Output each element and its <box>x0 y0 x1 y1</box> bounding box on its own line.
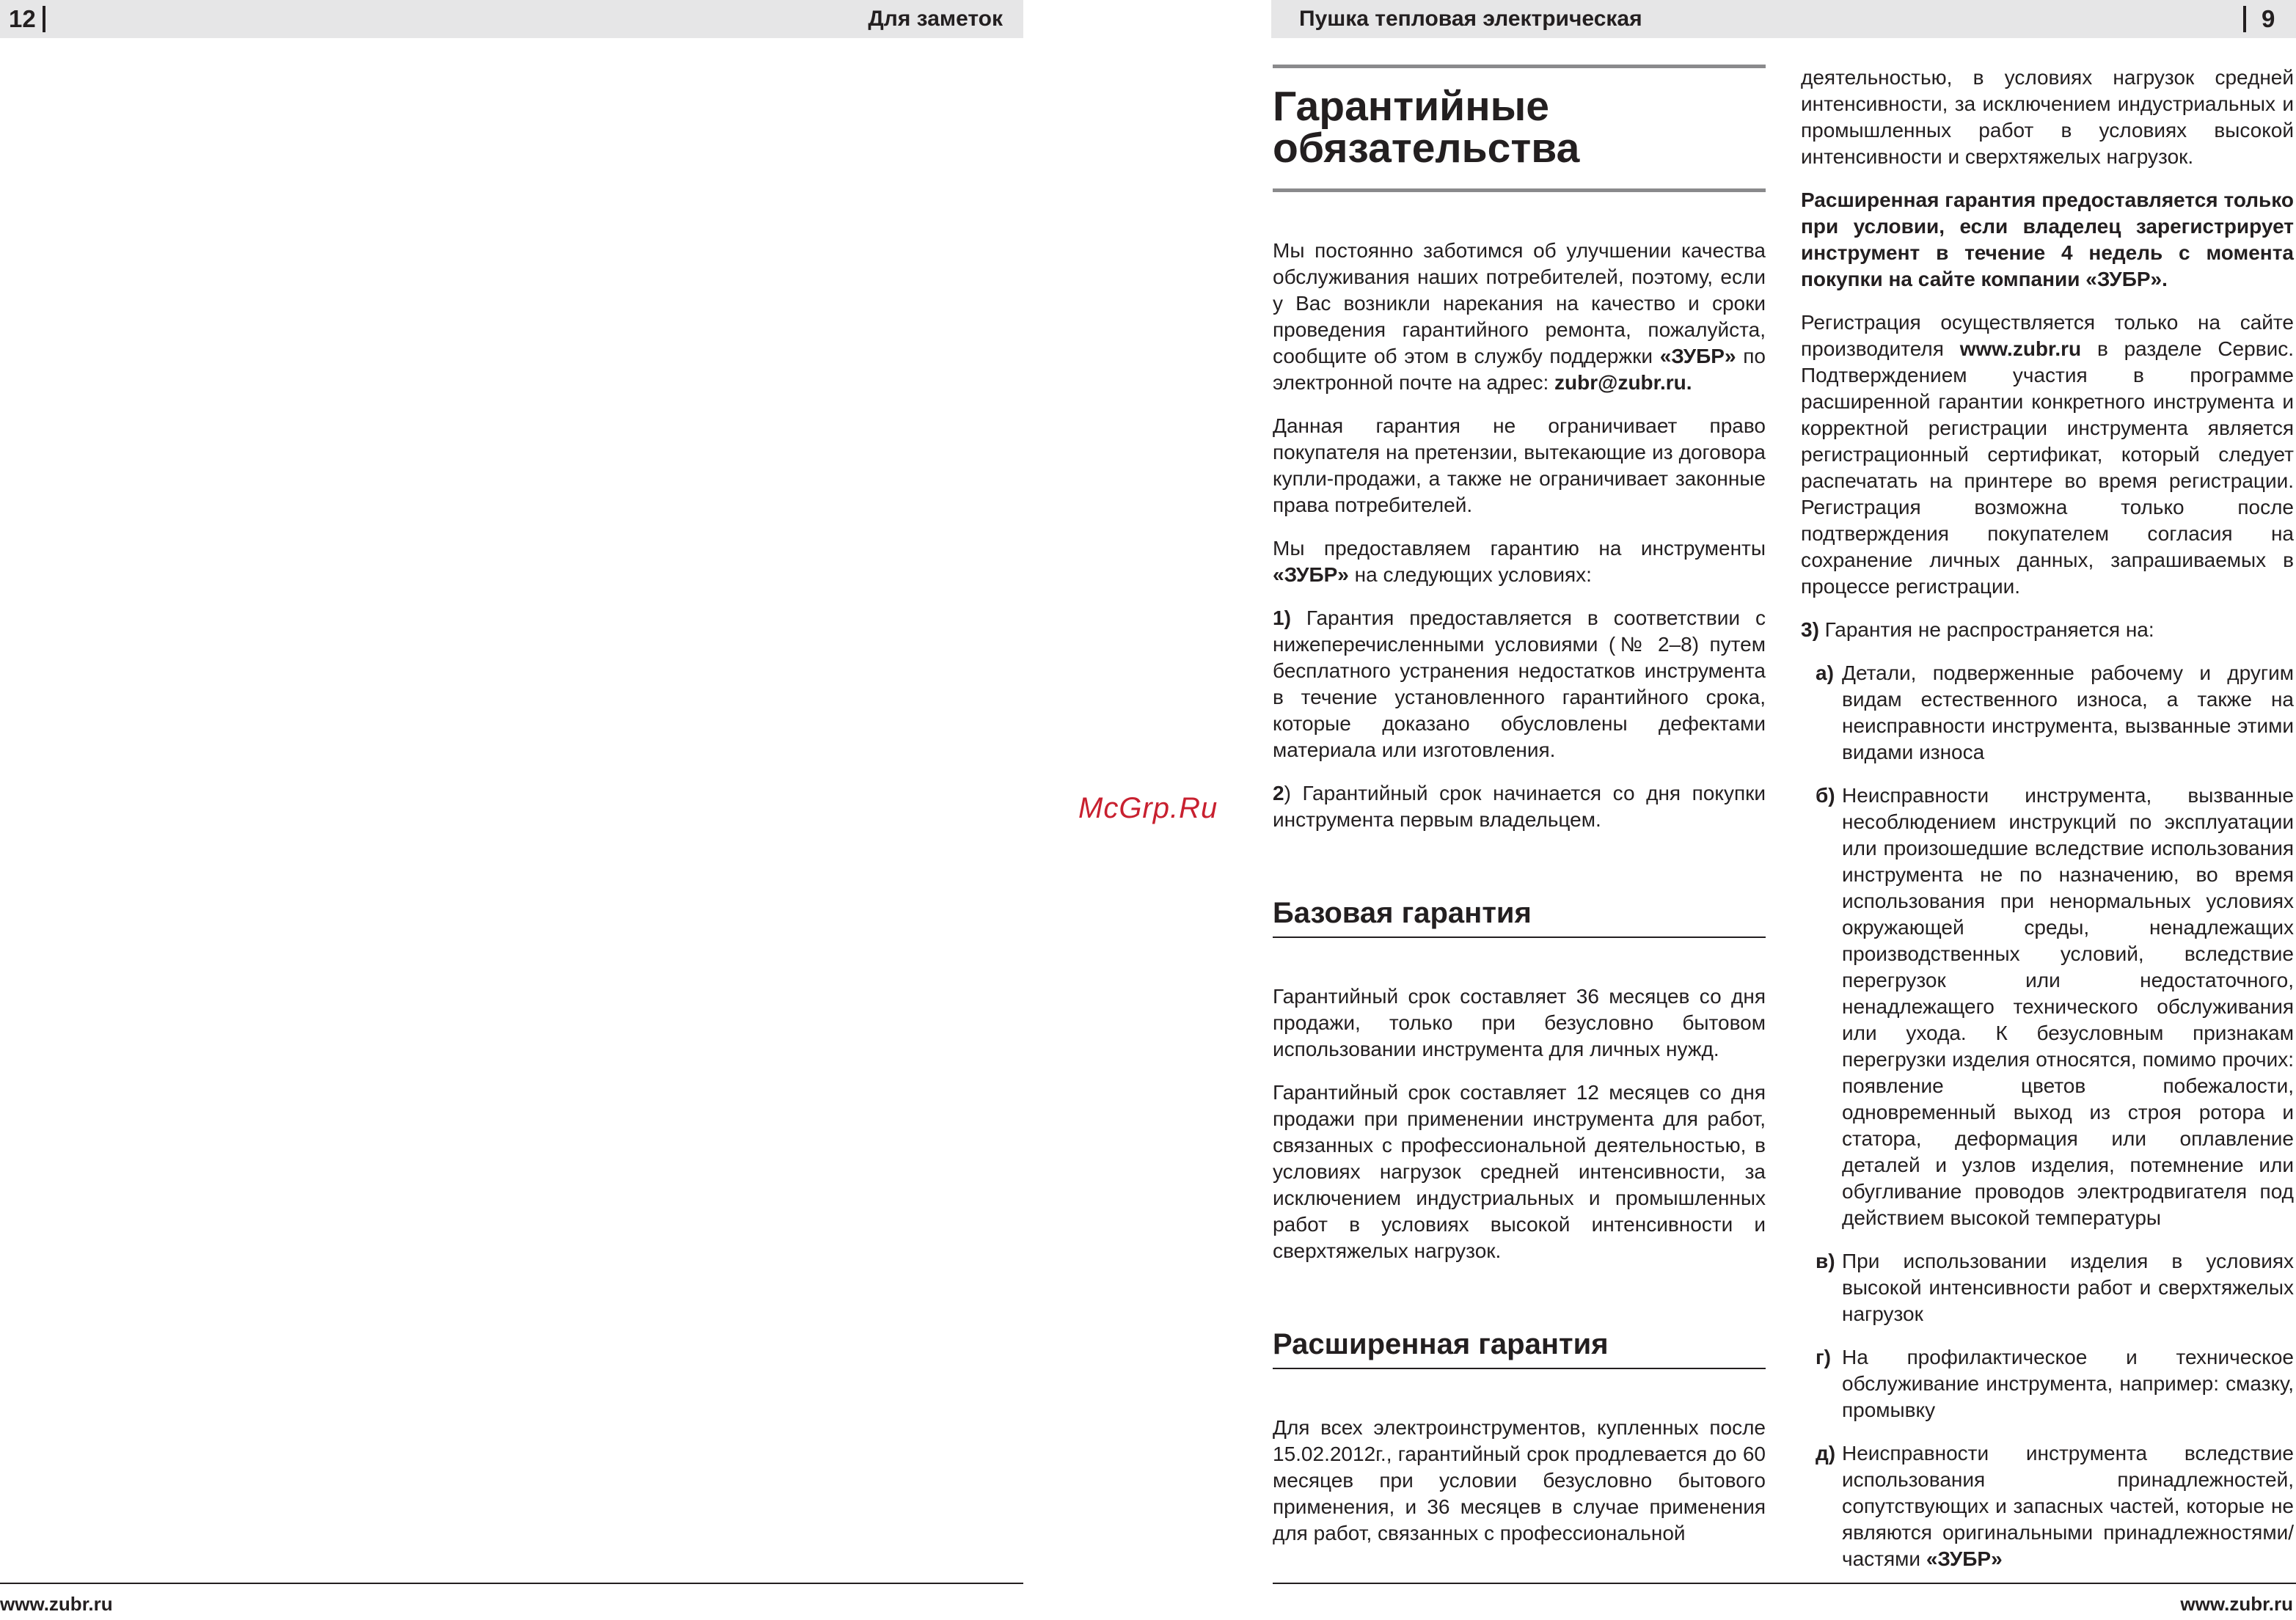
basic-paragraph-2: Гарантийный срок составляет 12 месяцев со дня продажи при применении инструмента для работ, связанных с профессиональной деятельностью, в условиях нагрузок средней интенсивности, за исключением индустриальных и промышленных работ в условиях высокой интенсивности и сверхтяжелых нагрузок. <box>1273 1081 1766 1262</box>
right-page-number: 9 <box>2262 5 2275 32</box>
left-header-title: Для заметок <box>868 7 1003 31</box>
header-divider <box>43 6 45 32</box>
header-divider <box>2243 6 2246 32</box>
right-footer-url: www.zubr.ru <box>2180 1593 2293 1615</box>
title-rule-top <box>1273 65 1766 68</box>
intro-paragraph-3: Мы предоставляем гарантию на инструменты «ЗУБР» на следующих условиях: <box>1273 537 1766 586</box>
condition-1: 1) Гарантия предоставляется в соответствии с нижеперечисленными условиями (№ 2–8) путем бесплатного устранения недостатков инструмента в течение установленного гарантийного срока, которые доказано обусловлены дефектами материала или изготовления. <box>1273 606 1766 761</box>
left-page-header <box>0 0 1023 38</box>
registration-paragraph: Регистрация осуществляется только на сайте производителя www.zubr.ru в разделе Сервис. Подтверждением участия в программе расширенной гарантии конкретного инструмента и корректной регистрации инструмента является регистрационный сертификат, который следует распечатать на принтере во время регистрации. Регистрация возможна только после подтверждения покупателем согласия на сохранение личных данных, запрашиваемых в процессе регистрации. <box>1801 311 2294 598</box>
exclusion-item: б) Неисправности инструмента, вызванные несоблюдением инструкций по эксплуатации или произошедшие вследствие использования инструмента не по назначению, во время использования при ненормальных условиях окружающей среды, ненадлежащих производственных условий, вследствие перегрузок или недостаточного, ненадлежащего технического обслуживания или ухода. К безусловным признакам перегрузки изделия относятся, помимо прочих: появление цветов побежалости, одновременный выход из строя ротора и статора, деформация или оплавление деталей и узлов изделия, потемнение или обугливание проводов электродвигателя под действием высокой температуры <box>1816 784 2294 1229</box>
right-page-header <box>1271 0 2296 38</box>
intro-paragraph-2: Данная гарантия не ограничивает право покупателя на претензии, вытекающие из договора купли-продажи, а также не ограничивает законные права потребителей. <box>1273 414 1766 516</box>
left-footer-url: www.zubr.ru <box>0 1593 113 1615</box>
exclusion-item: а) Детали, подверженные рабочему и другим видам естественного износа, а также на неисправности инструмента, вызванные этими видами износа <box>1816 661 2294 763</box>
exclusion-item: д) Неисправности инструмента вследствие использования принадлежностей, сопутствующих и запасных частей, которые не являются оригинальными принадлежностями/частями «ЗУБР» <box>1816 1442 2294 1570</box>
left-page-number: 12 <box>9 5 36 32</box>
condition-3: 3) Гарантия не распространяется на: <box>1801 618 2154 641</box>
left-column <box>1273 65 1766 1564</box>
condition-2: 2) Гарантийный срок начинается со дня покупки инструмента первым владельцем. <box>1273 782 1766 831</box>
extended-paragraph-1: Для всех электроинструментов, купленных после 15.02.2012г., гарантийный срок продлевается до 60 месяцев при условии безусловно бытового применения, и 36 месяцев в случае применения для работ, связанных с профессиональной <box>1273 1416 1766 1544</box>
left-footer-rule <box>0 1583 1023 1584</box>
title-line-2: обязательства <box>1273 125 1580 172</box>
basic-paragraph-1: Гарантийный срок составляет 36 месяцев со дня продажи, только при безусловно бытовом использовании инструмента для личных нужд. <box>1273 985 1766 1060</box>
title-line-1: Гарантийные <box>1273 83 1550 130</box>
right-footer-rule <box>1273 1583 2296 1584</box>
exclusion-item: г) На профилактическое и техническое обслуживание инструмента, например: смазку, промывку <box>1816 1346 2294 1421</box>
right-header-title: Пушка тепловая электрическая <box>1299 7 1642 31</box>
right-column <box>1801 65 2294 1589</box>
website-link: www.zubr.ru <box>1959 337 2082 360</box>
page-title <box>1273 83 1766 172</box>
continued-paragraph: деятельностью, в условиях нагрузок средней интенсивности, за исключением индустриальных и промышленных работ в условиях высокой интенсивности и сверхтяжелых нагрузок. <box>1801 66 2294 168</box>
registration-requirement: Расширенная гарантия предоставляется только при условии, если владелец зарегистрирует инструмент в течение 4 недель с момента покупки на сайте компании «ЗУБР». <box>1801 188 2294 290</box>
intro-paragraph-1: Мы постоянно заботимся об улучшении качества обслуживания наших потребителей, поэтому, если у Вас возникли нарекания на качество и сроки проведения гарантийного ремонта, пожалуйста, сообщите об этом в службу поддержки «ЗУБР» по электронной почте на адрес: zubr@zubr.ru. <box>1273 239 1766 394</box>
basic-warranty-heading: Базовая гарантия <box>1273 895 1766 938</box>
exclusion-item: в) При использовании изделия в условиях высокой интенсивности работ и сверхтяжелых нагрузок <box>1816 1250 2294 1325</box>
extended-warranty-heading: Расширенная гарантия <box>1273 1327 1766 1369</box>
support-email: zubr@zubr.ru. <box>1554 371 1692 394</box>
watermark: McGrp.Ru <box>1078 792 1218 824</box>
